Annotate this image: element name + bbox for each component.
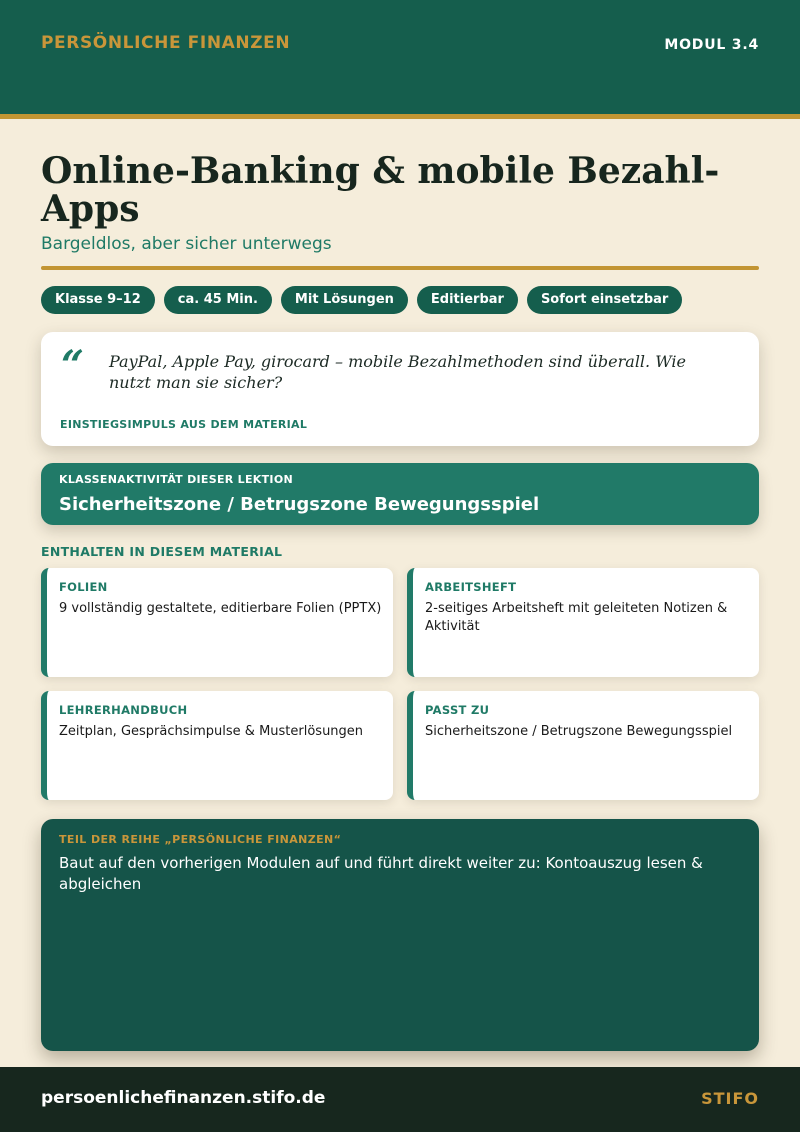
quote-source: EINSTIEGSIMPULS AUS DEM MATERIAL — [60, 418, 308, 431]
content-card-fits-with — [407, 691, 759, 800]
card-text: 9 vollständig gestaltete, editierbare Folien (PPTX) — [59, 601, 382, 616]
tag-ready: Sofort einsetzbar — [527, 286, 682, 314]
header-divider — [0, 114, 800, 119]
quote-card — [41, 332, 759, 446]
content-card-teacher-guide — [41, 691, 393, 800]
tag-solutions: Mit Lösungen — [281, 286, 408, 314]
brand-name: PERSÖNLICHE FINANZEN — [41, 33, 291, 53]
footer-brand: STIFO — [701, 1089, 759, 1108]
series-panel — [41, 819, 759, 1051]
title-divider — [41, 266, 759, 270]
contents-heading: ENTHALTEN IN DIESEM MATERIAL — [41, 544, 283, 559]
footer-url-link[interactable]: persoenlichefinanzen.stifo.de — [41, 1088, 326, 1108]
page-title: Online-Banking & mobile Bezahl-Apps — [41, 150, 720, 230]
tag-editable: Editierbar — [417, 286, 518, 314]
tag-duration: ca. 45 Min. — [164, 286, 272, 314]
card-text: Zeitplan, Gesprächsimpulse & Musterlösungen — [59, 724, 364, 739]
tag-list — [41, 286, 682, 314]
activity-title: Sicherheitszone / Betrugszone Bewegungsspiel — [59, 494, 540, 515]
footer-bar — [0, 1067, 800, 1132]
card-label: ARBEITSHEFT — [425, 580, 517, 594]
module-number: MODUL 3.4 — [664, 37, 759, 53]
content-card-workbook — [407, 568, 759, 677]
series-label: TEIL DER REIHE „PERSÖNLICHE FINANZEN“ — [59, 833, 342, 846]
activity-label: KLASSENAKTIVITÄT DIESER LEKTION — [59, 473, 293, 486]
quote-text: PayPal, Apple Pay, girocard – mobile Bezahlmethoden sind überall. Wie nutzt man sie sicher? — [109, 352, 686, 392]
series-text: Baut auf den vorherigen Modulen auf und führt direkt weiter zu: Kontoauszug lesen & abgleichen — [59, 854, 703, 893]
quote-icon: “ — [61, 342, 85, 389]
page-subtitle: Bargeldlos, aber sicher unterwegs — [41, 234, 332, 254]
card-label: PASST ZU — [425, 703, 490, 717]
card-label: FOLIEN — [59, 580, 108, 594]
card-text: Sicherheitszone / Betrugszone Bewegungsspiel — [425, 724, 733, 739]
header-bar — [0, 0, 800, 114]
activity-banner — [41, 463, 759, 525]
tag-grade: Klasse 9–12 — [41, 286, 155, 314]
card-text: 2-seitiges Arbeitsheft mit geleiteten Notizen & Aktivität — [425, 601, 728, 634]
card-label: LEHRERHANDBUCH — [59, 703, 188, 717]
content-card-slides — [41, 568, 393, 677]
